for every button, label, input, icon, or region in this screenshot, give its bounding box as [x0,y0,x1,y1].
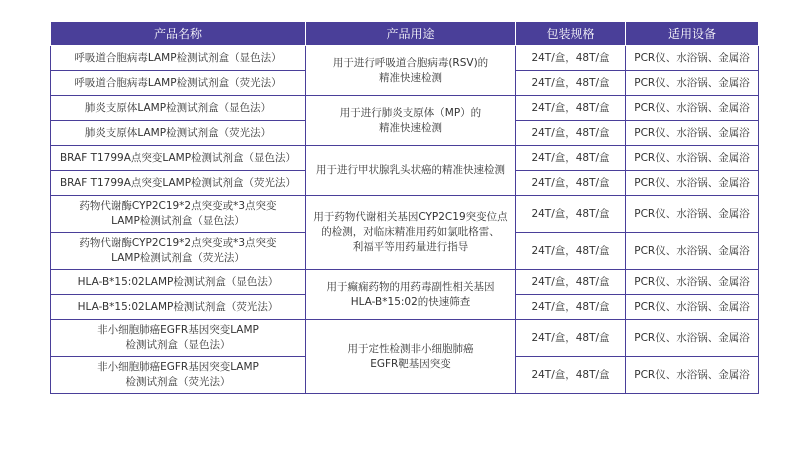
package-spec-cell: 24T/盒，48T/盒 [516,121,626,146]
product-name-cell: 非小细胞肺癌EGFR基因突变LAMP 检测试剂盒（荧光法） [51,357,306,394]
package-spec-cell: 24T/盒，48T/盒 [516,295,626,320]
applicable-device-cell: PCR仪、水浴锅、金属浴 [626,171,759,196]
product-usage-cell: 用于药物代谢相关基因CYP2C19突变位点 的检测，对临床精准用药如氯吡格雷、 利福平等用药量进行指导 [306,196,516,270]
applicable-device-cell: PCR仪、水浴锅、金属浴 [626,46,759,71]
product-usage-cell: 用于癫痫药物的用药毒副性相关基因 HLA-B*15:02的快速筛查 [306,270,516,320]
table-row [51,270,759,295]
package-spec-cell: 24T/盒，48T/盒 [516,96,626,121]
header-package-spec: 包装规格 [516,22,626,46]
product-usage-cell: 用于进行呼吸道合胞病毒(RSV)的 精准快速检测 [306,46,516,96]
header-applicable-device: 适用设备 [626,22,759,46]
product-name-cell: 药物代谢酶CYP2C19*2点突变或*3点突变 LAMP检测试剂盒（荧光法） [51,233,306,270]
product-name-cell: 呼吸道合胞病毒LAMP检测试剂盒（显色法） [51,46,306,71]
applicable-device-cell: PCR仪、水浴锅、金属浴 [626,357,759,394]
header-product-name: 产品名称 [51,22,306,46]
applicable-device-cell: PCR仪、水浴锅、金属浴 [626,96,759,121]
applicable-device-cell: PCR仪、水浴锅、金属浴 [626,295,759,320]
product-usage-cell: 用于进行肺炎支原体（MP）的 精准快速检测 [306,96,516,146]
applicable-device-cell: PCR仪、水浴锅、金属浴 [626,270,759,295]
table-body [51,46,759,394]
package-spec-cell: 24T/盒，48T/盒 [516,357,626,394]
table-row [51,146,759,171]
table-row [51,320,759,357]
product-name-cell: 肺炎支原体LAMP检测试剂盒（荧光法） [51,121,306,146]
table-row [51,46,759,71]
package-spec-cell: 24T/盒，48T/盒 [516,270,626,295]
applicable-device-cell: PCR仪、水浴锅、金属浴 [626,233,759,270]
product-usage-cell: 用于进行甲状腺乳头状癌的精准快速检测 [306,146,516,196]
package-spec-cell: 24T/盒，48T/盒 [516,320,626,357]
applicable-device-cell: PCR仪、水浴锅、金属浴 [626,71,759,96]
table-row [51,196,759,233]
package-spec-cell: 24T/盒，48T/盒 [516,171,626,196]
product-name-cell: HLA-B*15:02LAMP检测试剂盒（荧光法） [51,295,306,320]
package-spec-cell: 24T/盒，48T/盒 [516,233,626,270]
applicable-device-cell: PCR仪、水浴锅、金属浴 [626,121,759,146]
product-name-cell: BRAF T1799A点突变LAMP检测试剂盒（荧光法） [51,171,306,196]
package-spec-cell: 24T/盒，48T/盒 [516,46,626,71]
product-table-container [50,21,758,394]
product-name-cell: BRAF T1799A点突变LAMP检测试剂盒（显色法） [51,146,306,171]
product-name-cell: 药物代谢酶CYP2C19*2点突变或*3点突变 LAMP检测试剂盒（显色法） [51,196,306,233]
product-table [50,21,759,394]
product-usage-cell: 用于定性检测非小细胞肺癌 EGFR靶基因突变 [306,320,516,394]
package-spec-cell: 24T/盒，48T/盒 [516,196,626,233]
product-name-cell: HLA-B*15:02LAMP检测试剂盒（显色法） [51,270,306,295]
product-name-cell: 肺炎支原体LAMP检测试剂盒（显色法） [51,96,306,121]
product-name-cell: 呼吸道合胞病毒LAMP检测试剂盒（荧光法） [51,71,306,96]
table-row [51,96,759,121]
applicable-device-cell: PCR仪、水浴锅、金属浴 [626,146,759,171]
applicable-device-cell: PCR仪、水浴锅、金属浴 [626,320,759,357]
header-product-usage: 产品用途 [306,22,516,46]
table-header-row [51,22,759,46]
package-spec-cell: 24T/盒，48T/盒 [516,71,626,96]
product-name-cell: 非小细胞肺癌EGFR基因突变LAMP 检测试剂盒（显色法） [51,320,306,357]
applicable-device-cell: PCR仪、水浴锅、金属浴 [626,196,759,233]
package-spec-cell: 24T/盒，48T/盒 [516,146,626,171]
